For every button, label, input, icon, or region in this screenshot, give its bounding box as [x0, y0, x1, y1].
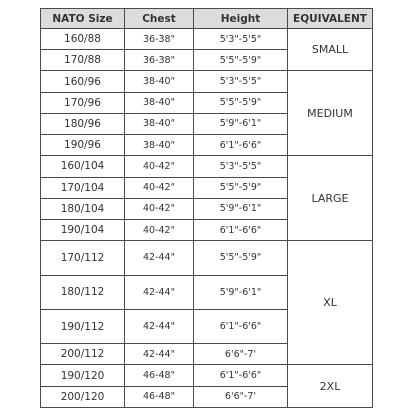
cell-chest: 42-44" [125, 309, 194, 343]
cell-height: 6'1"-6'6" [194, 219, 288, 240]
table-row [41, 71, 373, 92]
cell-height: 6'6"-7' [194, 344, 288, 365]
cell-chest: 46-48" [125, 365, 194, 386]
cell-height: 5'5"-5'9" [194, 50, 288, 71]
cell-nato-size: 190/112 [41, 309, 125, 343]
cell-chest: 36-38" [125, 50, 194, 71]
cell-nato-size: 180/112 [41, 275, 125, 309]
cell-chest: 40-42" [125, 219, 194, 240]
cell-chest: 42-44" [125, 241, 194, 275]
header-height: Height [194, 9, 288, 29]
cell-nato-size: 160/104 [41, 156, 125, 177]
cell-height: 6'1"-6'6" [194, 365, 288, 386]
cell-chest: 42-44" [125, 344, 194, 365]
cell-chest: 38-40" [125, 113, 194, 134]
cell-height: 5'3"-5'5" [194, 71, 288, 92]
table-row [41, 241, 373, 275]
cell-height: 6'1"-6'6" [194, 309, 288, 343]
cell-height: 5'9"-6'1" [194, 198, 288, 219]
cell-height: 6'6"-7' [194, 386, 288, 407]
cell-nato-size: 190/96 [41, 135, 125, 156]
table-row [41, 365, 373, 386]
cell-chest: 38-40" [125, 135, 194, 156]
cell-height: 5'3"-5'5" [194, 156, 288, 177]
table-body [41, 29, 373, 408]
header-chest: Chest [125, 9, 194, 29]
cell-height: 5'9"-6'1" [194, 275, 288, 309]
cell-chest: 40-42" [125, 198, 194, 219]
header-equivalent: EQUIVALENT [288, 9, 373, 29]
table-row [41, 29, 373, 50]
cell-nato-size: 180/96 [41, 113, 125, 134]
cell-equivalent: MEDIUM [288, 71, 373, 156]
cell-chest: 38-40" [125, 92, 194, 113]
cell-nato-size: 160/88 [41, 29, 125, 50]
header-row [41, 9, 373, 29]
cell-nato-size: 200/120 [41, 386, 125, 407]
cell-chest: 40-42" [125, 156, 194, 177]
cell-equivalent: XL [288, 241, 373, 365]
cell-height: 5'3"-5'5" [194, 29, 288, 50]
cell-nato-size: 170/104 [41, 177, 125, 198]
cell-height: 5'5"-5'9" [194, 92, 288, 113]
cell-height: 6'1"-6'6" [194, 135, 288, 156]
cell-chest: 40-42" [125, 177, 194, 198]
cell-nato-size: 160/96 [41, 71, 125, 92]
size-chart-table [40, 8, 373, 408]
cell-chest: 38-40" [125, 71, 194, 92]
cell-height: 5'5"-5'9" [194, 241, 288, 275]
cell-equivalent: 2XL [288, 365, 373, 408]
cell-chest: 36-38" [125, 29, 194, 50]
cell-nato-size: 190/104 [41, 219, 125, 240]
cell-nato-size: 190/120 [41, 365, 125, 386]
cell-nato-size: 170/88 [41, 50, 125, 71]
cell-equivalent: SMALL [288, 29, 373, 71]
cell-nato-size: 200/112 [41, 344, 125, 365]
cell-height: 5'5"-5'9" [194, 177, 288, 198]
table-row [41, 156, 373, 177]
cell-nato-size: 170/96 [41, 92, 125, 113]
header-nato-size: NATO Size [41, 9, 125, 29]
cell-nato-size: 170/112 [41, 241, 125, 275]
cell-chest: 42-44" [125, 275, 194, 309]
cell-equivalent: LARGE [288, 156, 373, 241]
cell-chest: 46-48" [125, 386, 194, 407]
cell-nato-size: 180/104 [41, 198, 125, 219]
cell-height: 5'9"-6'1" [194, 113, 288, 134]
table-header [41, 9, 373, 29]
